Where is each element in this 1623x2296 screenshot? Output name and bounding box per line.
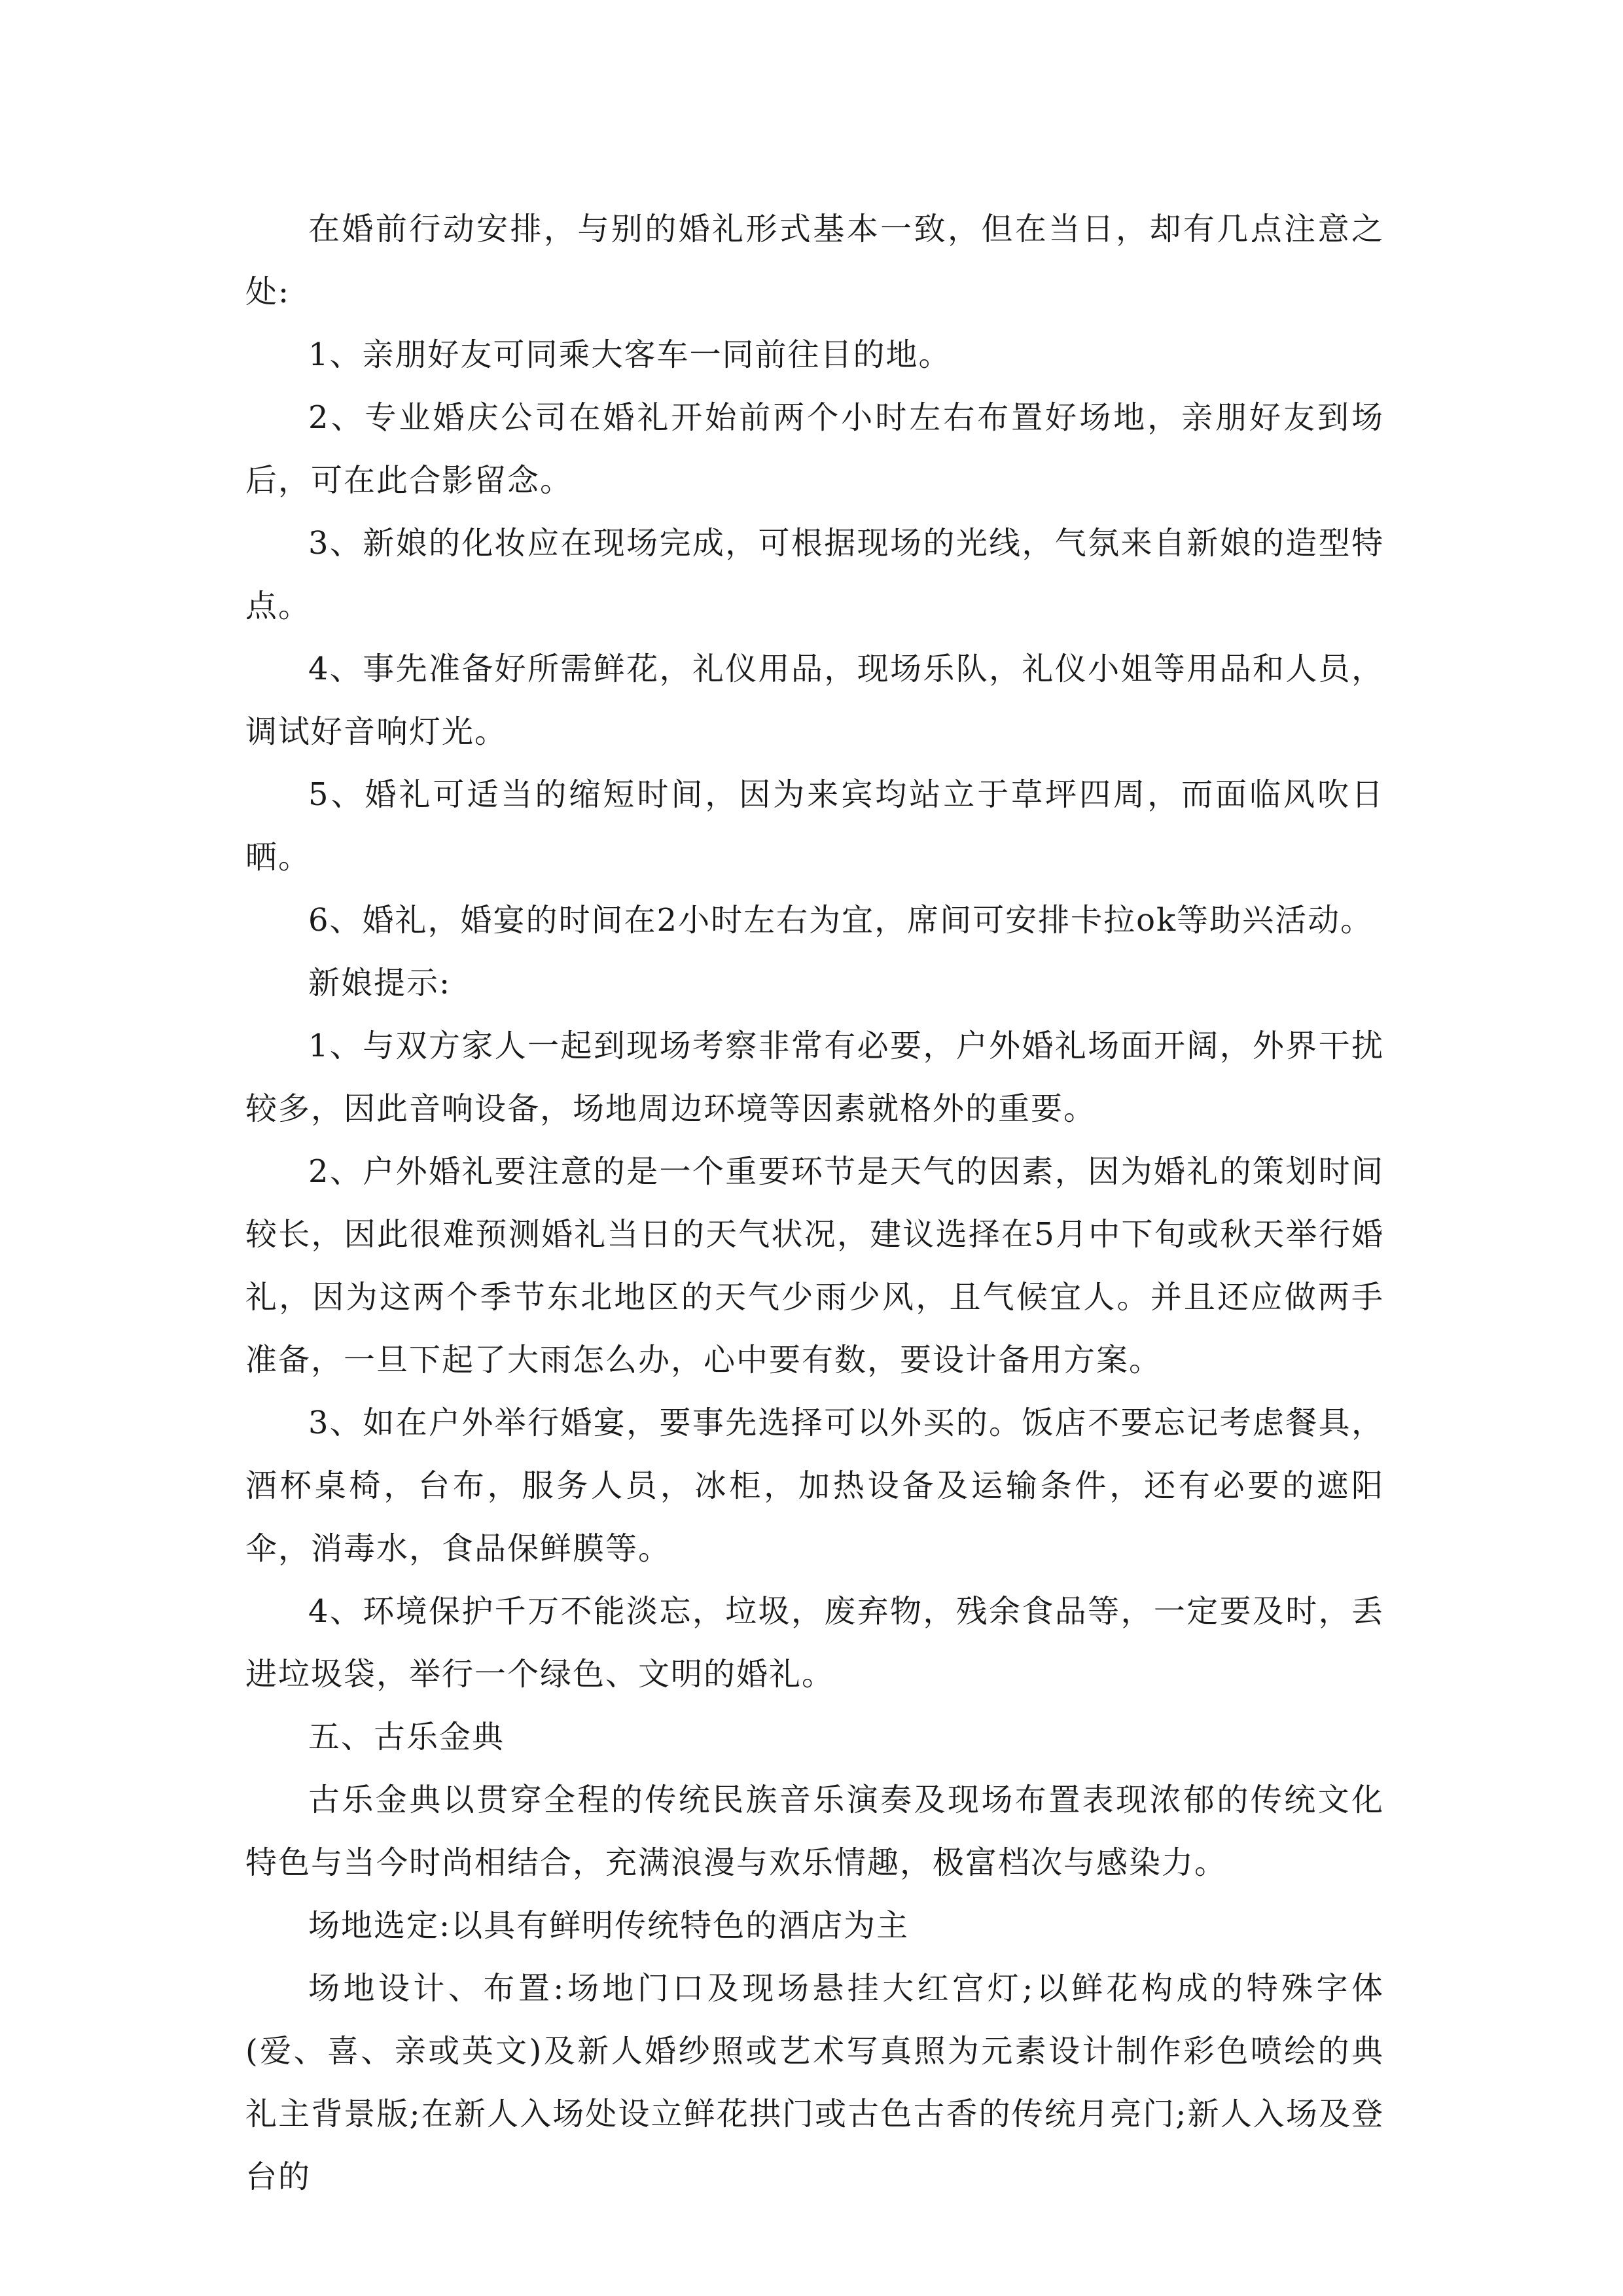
paragraph-intro: 在婚前行动安排，与别的婚礼形式基本一致，但在当日，却有几点注意之处: <box>245 211 1384 310</box>
section-heading-bride-tips: 新娘提示: <box>308 965 452 1001</box>
paragraph-item-2: 2、专业婚庆公司在婚礼开始前两个小时左右布置好场地，亲朋好友到场后，可在此合影留念。 <box>245 399 1384 499</box>
paragraph-item-6: 6、婚礼，婚宴的时间在2小时左右为宜，席间可安排卡拉ok等助兴活动。 <box>308 902 1374 939</box>
paragraph-guyue-intro: 古乐金典以贯穿全程的传统民族音乐演奏及现场布置表现浓郁的传统文化特色与当今时尚相结合，充满浪漫与欢乐情趣，极富档次与感染力。 <box>245 1782 1384 1881</box>
paragraph-item-5: 5、婚礼可适当的缩短时间，因为来宾均站立于草坪四周，而面临风吹日晒。 <box>245 776 1384 876</box>
paragraph-item-3: 3、新娘的化妆应在现场完成，可根据现场的光线，气氛来自新娘的造型特点。 <box>245 525 1384 624</box>
paragraph-tip-4: 4、环境保护千万不能淡忘，垃圾，废弃物，残余食品等，一定要及时，丢进垃圾袋，举行一个绿色、文明的婚礼。 <box>245 1593 1384 1693</box>
document-body <box>245 198 1384 2208</box>
paragraph-venue-design: 场地设计、布置:场地门口及现场悬挂大红宫灯;以鲜花构成的特殊字体(爱、喜、亲或英文)及新人婚纱照或艺术写真照为元素设计制作彩色喷绘的典礼主背景版;在新人入场处设立鲜花拱门或古色古香的传统月亮门;新人入场及登台的 <box>245 1970 1384 2195</box>
paragraph-tip-2: 2、户外婚礼要注意的是一个重要环节是天气的因素，因为婚礼的策划时间较长，因此很难预测婚礼当日的天气状况，建议选择在5月中下旬或秋天举行婚礼，因为这两个季节东北地区的天气少雨少风，且气候宜人。并且还应做两手准备，一旦下起了大雨怎么办，心中要有数，要设计备用方案。 <box>245 1153 1384 1378</box>
paragraph-item-1: 1、亲朋好友可同乘大客车一同前往目的地。 <box>308 336 952 373</box>
paragraph-venue-selection: 场地选定:以具有鲜明传统特色的酒店为主 <box>308 1907 910 1944</box>
paragraph-tip-1: 1、与双方家人一起到现场考察非常有必要，户外婚礼场面开阔，外界干扰较多，因此音响设备，场地周边环境等因素就格外的重要。 <box>245 1028 1384 1127</box>
paragraph-item-4: 4、事先准备好所需鲜花，礼仪用品，现场乐队，礼仪小姐等用品和人员，调试好音响灯光。 <box>245 651 1384 750</box>
section-heading-five: 五、古乐金典 <box>308 1719 505 1755</box>
paragraph-tip-3: 3、如在户外举行婚宴，要事先选择可以外买的。饭店不要忘记考虑餐具，酒杯桌椅，台布，服务人员，冰柜，加热设备及运输条件，还有必要的遮阳伞，消毒水，食品保鲜膜等。 <box>245 1405 1384 1567</box>
